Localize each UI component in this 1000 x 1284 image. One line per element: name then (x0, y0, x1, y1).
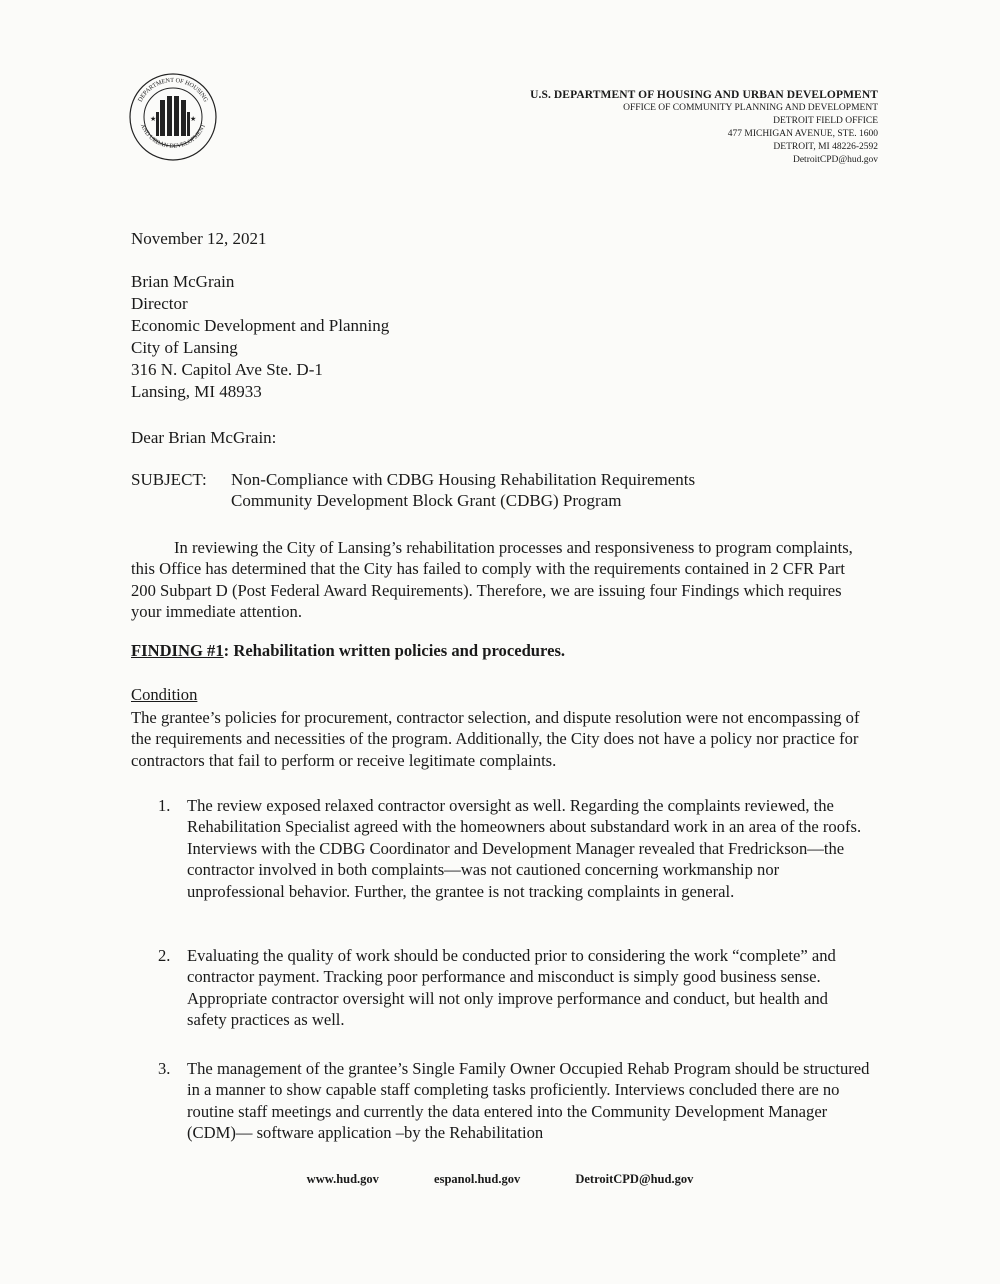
salutation: Dear Brian McGrain: (131, 428, 277, 447)
recipient-org: City of Lansing (131, 338, 238, 357)
recipient-city: Lansing, MI 48933 (131, 382, 262, 401)
footer-email: DetroitCPD@hud.gov (575, 1172, 694, 1186)
field-office: DETROIT FIELD OFFICE (773, 116, 878, 126)
list-item (158, 945, 870, 1031)
list-item-number: 1. (158, 796, 171, 815)
recipient-address (131, 271, 389, 403)
list-item-number: 2. (158, 946, 171, 965)
svg-text:★: ★ (190, 115, 197, 123)
seal-text-top: DEPARTMENT OF HOUSING (136, 76, 210, 104)
footer (0, 1172, 1000, 1187)
subject-block (131, 469, 695, 511)
finding-heading (131, 641, 565, 661)
svg-text:★: ★ (150, 115, 157, 123)
office-street: 477 MICHIGAN AVENUE, STE. 1600 (727, 129, 878, 139)
condition-text: The grantee’s policies for procurement, contractor selection, and dispute resolution were not encompassing of the requirements and necessities of the program. Additionally, the City does not have a policy nor practice for contractors that fail to perform or receive legitimate complaints. (131, 708, 860, 770)
office-email: DetroitCPD@hud.gov (792, 155, 878, 165)
letterhead (530, 89, 878, 167)
condition-heading: Condition (131, 685, 198, 704)
letter-date: November 12, 2021 (131, 229, 267, 248)
list-item-text: Evaluating the quality of work should be conducted prior to considering the work “complete” and contractor payment. Tracking poor performance and misconduct is simply good business sense. Appropriate contractor oversight will not only improve performance and conduct, but health and safety practices as well. (187, 946, 836, 1030)
hud-seal-logo (128, 72, 218, 162)
list-item-text: The review exposed relaxed contractor oversight as well. Regarding the complaints reviewed, the Rehabilitation Specialist agreed with the homeowners about substandard work in an area of the roofs. Interviews with the CDBG Coordinator and Development Manager revealed that Fredrickson—the contractor involved in both complaints—was not cautioned concerning workmanship nor unprofessional behavior. Further, the grantee is not tracking complaints in general. (187, 796, 862, 901)
office-name: OFFICE OF COMMUNITY PLANNING AND DEVELOPMENT (623, 103, 878, 113)
footer-site-espanol: espanol.hud.gov (434, 1172, 521, 1186)
intro-paragraph: In reviewing the City of Lansing’s rehabilitation processes and responsiveness to program complaints, this Office has determined that the City has failed to comply with the requirements contained in 2 CFR Part 200 Subpart D (Post Federal Award Requirements). Therefore, we are issuing four Findings which requires your immediate attention. (131, 538, 853, 622)
list-item-number: 3. (158, 1059, 171, 1078)
office-city: DETROIT, MI 48226-2592 (773, 142, 878, 152)
svg-text:AND URBAN DEVELOPMENT (139, 123, 207, 150)
recipient-title: Director (131, 294, 188, 313)
subject-line-1: Non-Compliance with CDBG Housing Rehabilitation Requirements (231, 470, 696, 489)
recipient-street: 316 N. Capitol Ave Ste. D-1 (131, 360, 323, 379)
recipient-name: Brian McGrain (131, 272, 235, 291)
finding-title: : Rehabilitation written policies and procedures. (223, 641, 566, 660)
footer-site-hud: www.hud.gov (306, 1172, 379, 1186)
list-item (158, 1058, 870, 1144)
recipient-department: Economic Development and Planning (131, 316, 390, 335)
list-item-text: The management of the grantee’s Single Family Owner Occupied Rehab Program should be structured in a manner to show capable staff completing tasks proficiently. Interviews concluded there are no routine staff meetings and currently the data entered into the Community Development Manager (CDM)— software application –by the Rehabilitation (187, 1059, 870, 1143)
finding-label: FINDING #1 (131, 641, 224, 660)
subject-line-2: Community Development Block Grant (CDBG) Program (231, 491, 622, 510)
subject-label: SUBJECT: (131, 470, 207, 489)
agency-name: U.S. DEPARTMENT OF HOUSING AND URBAN DEVELOPMENT (530, 89, 878, 101)
seal-text-bottom: AND URBAN DEVELOPMENT (138, 122, 208, 150)
list-item (158, 795, 870, 902)
svg-text:DEPARTMENT OF HOUSING (137, 77, 210, 104)
